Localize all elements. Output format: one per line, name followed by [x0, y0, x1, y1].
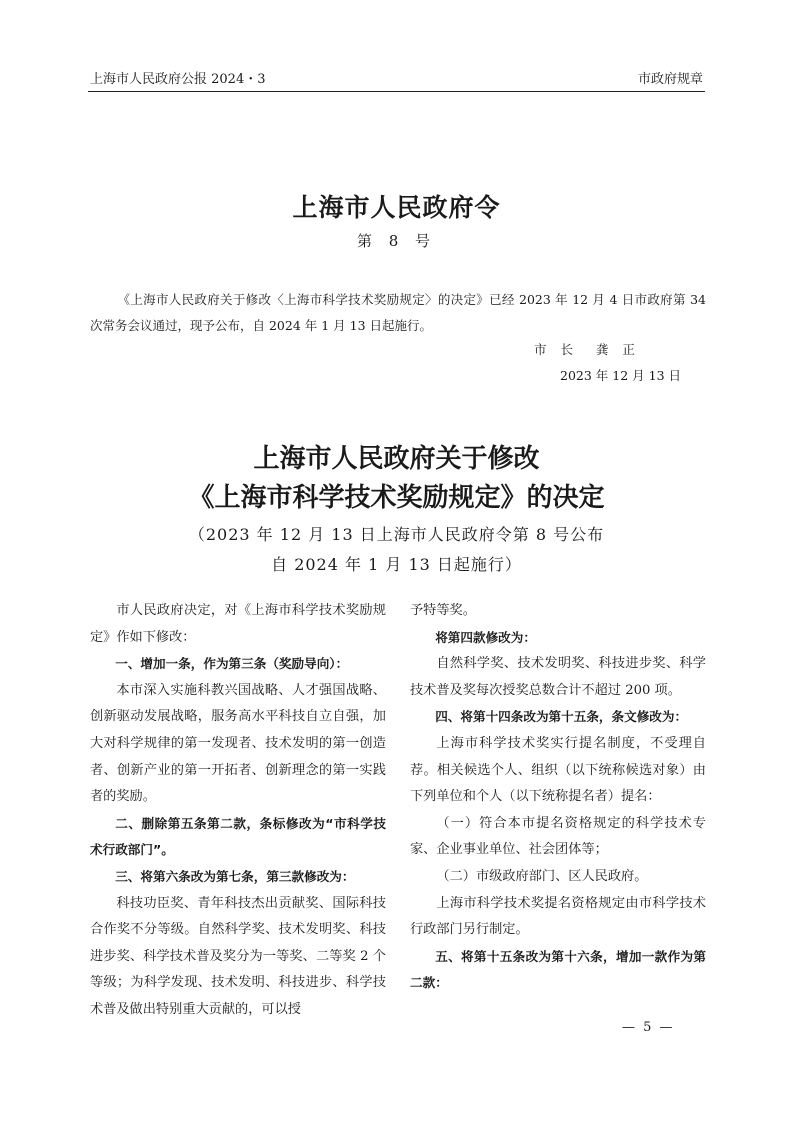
page-number: — 5 — [622, 1020, 675, 1035]
paragraph: 上海市科学技术奖实行提名制度，不受理自荐。相关候选个人、组织（以下统称候选对象）由下列单位和个人（以下统称提名者）提名： [410, 735, 706, 805]
decision-title [0, 440, 793, 518]
left-column [90, 598, 386, 1024]
decision-subtitle [0, 520, 793, 580]
paragraph: 将第四款修改为： [435, 629, 536, 645]
decision-title-line2: 《上海市科学技术奖励规定》的决定 [188, 483, 605, 513]
paragraph: 五、将第十五条改为第十六条，增加一款作为第二款： [410, 948, 706, 991]
paragraph: 市人民政府决定，对《上海市科学技术奖励规定》作如下修改： [90, 603, 386, 645]
order-number: 第 8 号 [356, 232, 437, 250]
paragraph: 上海市科学技术奖提名资格规定由市科学技术行政部门另行制定。 [410, 895, 706, 938]
paragraph: 本市深入实施科教兴国战略、人才强国战略、创新驱动发展战略，服务高水平科技自立自强，加大对科学规律的第一发现者、技术发明的第一创造者、创新产业的第一开拓者、创新理念的第一实践者的奖励。 [90, 682, 386, 805]
order-text: 《上海市人民政府关于修改〈上海市科学技术奖励规定〉的决定》已经 2023 年 12 月 4 日市政府第 34 次常务会议通过，现予公布，自 2024 年 1 月 13 日起施行。 [90, 292, 706, 333]
paragraph: （二）市级政府部门、区人民政府。 [436, 868, 648, 884]
header-section: 市政府规章 [637, 72, 703, 87]
decision-title-line1: 上海市人民政府关于修改 [253, 444, 540, 474]
paragraph: 一、增加一条，作为第三条（奖励导向）： [115, 656, 349, 672]
paragraph: 四、将第十四条改为第十五条，条文修改为： [435, 709, 688, 725]
paragraph: 科技功臣奖、青年科技杰出贡献奖、国际科技合作奖不分等级。自然科学奖、技术发明奖、科技进步奖、科学技术普及奖分为一等奖、二等奖 2 个等级；为科学发现、技术发明、科技进步、科学技术普及做出特别重大贡献的，可以授 [90, 895, 386, 1017]
header-publication: 上海市人民政府公报 2024・3 [90, 72, 266, 87]
decision-subtitle-line2: 自 2024 年 1 月 13 日起施行） [271, 555, 522, 574]
paragraph: 二、删除第五条第二款，条标修改为“市科学技术行政部门”。 [90, 815, 386, 858]
header-divider [88, 91, 705, 92]
paragraph: 三、将第六条改为第七条，第三款修改为： [115, 868, 355, 884]
order-title: 上海市人民政府令 [292, 193, 501, 222]
right-column [410, 598, 706, 997]
order-signature: 市 长 龚 正 [534, 342, 640, 357]
decision-subtitle-line1: （2023 年 12 月 13 日上海市人民政府令第 8 号公布 [188, 525, 605, 544]
order-date: 2023 年 12 月 13 日 [560, 368, 681, 383]
paragraph: 予特等奖。 [410, 603, 476, 618]
paragraph: 自然科学奖、技术发明奖、科技进步奖、科学技术普及奖每次授奖总数合计不超过 200 项。 [410, 656, 706, 698]
paragraph: （一）符合本市提名资格规定的科学技术专家、企业事业单位、社会团体等； [410, 815, 706, 858]
